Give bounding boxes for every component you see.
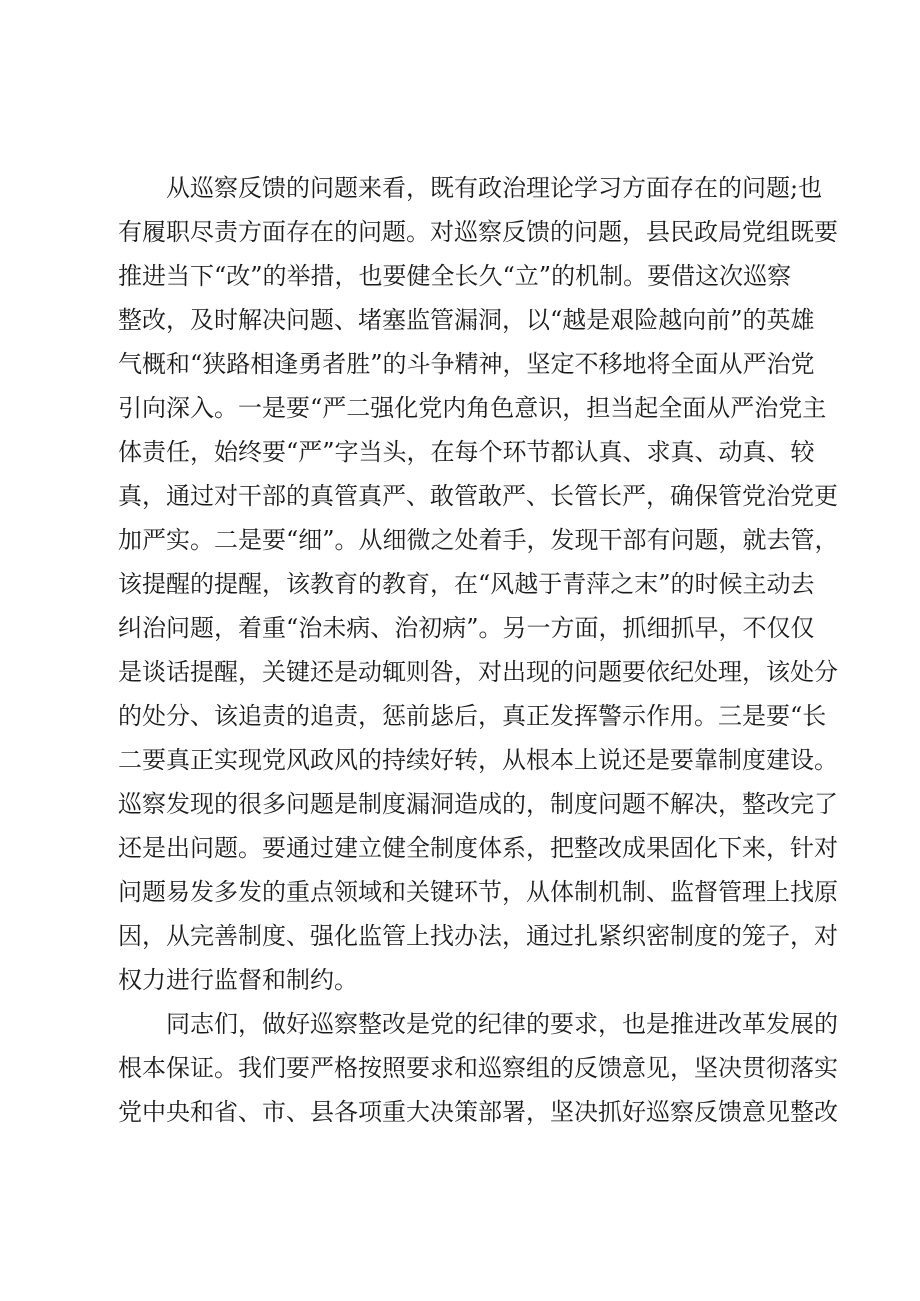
text-line: 体责任，始终要“严”字当头，在每个环节都认真、求真、动真、较 [118,438,815,466]
text-line: 巡察发现的很多问题是制度漏洞造成的，制度问题不解决，整改完了 [118,790,838,818]
text-line: 根本保证。我们要严格按照要求和巡察组的反馈意见，坚决贯彻落实 [118,1054,838,1082]
text-line: 加严实。二是要“细”。从细微之处着手，发现干部有问题，就去管， [118,526,839,554]
text-line: 问题易发多发的重点领域和关键环节，从体制机制、监督管理上找原 [118,878,838,906]
text-line: 从巡察反馈的问题来看，既有政治理论学习方面存在的问题;也 [166,174,823,202]
text-line: 整改，及时解决问题、堵塞监管漏洞，以“越是艰险越向前”的英雄 [118,306,815,334]
text-line: 权力进行监督和制约。 [118,966,358,994]
text-line: 该提醒的提醒，该教育的教育，在“风越于青萍之末”的时候主动去 [118,570,815,598]
text-line: 因，从完善制度、强化监管上找办法，通过扎紧织密制度的笼子，对 [118,922,838,950]
text-line: 推进当下“改”的举措，也要健全长久“立”的机制。要借这次巡察 [118,262,792,290]
text-line: 气概和“狭路相逢勇者胜”的斗争精神，坚定不移地将全面从严治党 [118,350,815,378]
text-line: 二要真正实现党风政风的持续好转，从根本上说还是要靠制度建设。 [118,746,838,774]
text-line: 的处分、该追责的追责，惩前毖后，真正发挥警示作用。三是要“长 [118,702,827,730]
text-line: 党中央和省、市、县各项重大决策部署，坚决抓好巡察反馈意见整改 [118,1098,838,1126]
text-line: 同志们，做好巡察整改是党的纪律的要求，也是推进改革发展的 [166,1010,838,1038]
text-line: 还是出问题。要通过建立健全制度体系，把整改成果固化下来，针对 [118,834,838,862]
text-line: 纠治问题，着重“治未病、治初病”。另一方面，抓细抓早，不仅仅 [118,614,815,642]
text-line: 真，通过对干部的真管真严、敢管敢严、长管长严，确保管党治党更 [118,482,838,510]
text-line: 是谈话提醒，关键还是动辄则咎，对出现的问题要依纪处理，该处分 [118,658,838,686]
text-line: 有履职尽责方面存在的问题。对巡察反馈的问题，县民政局党组既要 [118,218,838,246]
text-line: 引向深入。一是要“严二强化党内角色意识，担当起全面从严治党主 [118,394,827,422]
